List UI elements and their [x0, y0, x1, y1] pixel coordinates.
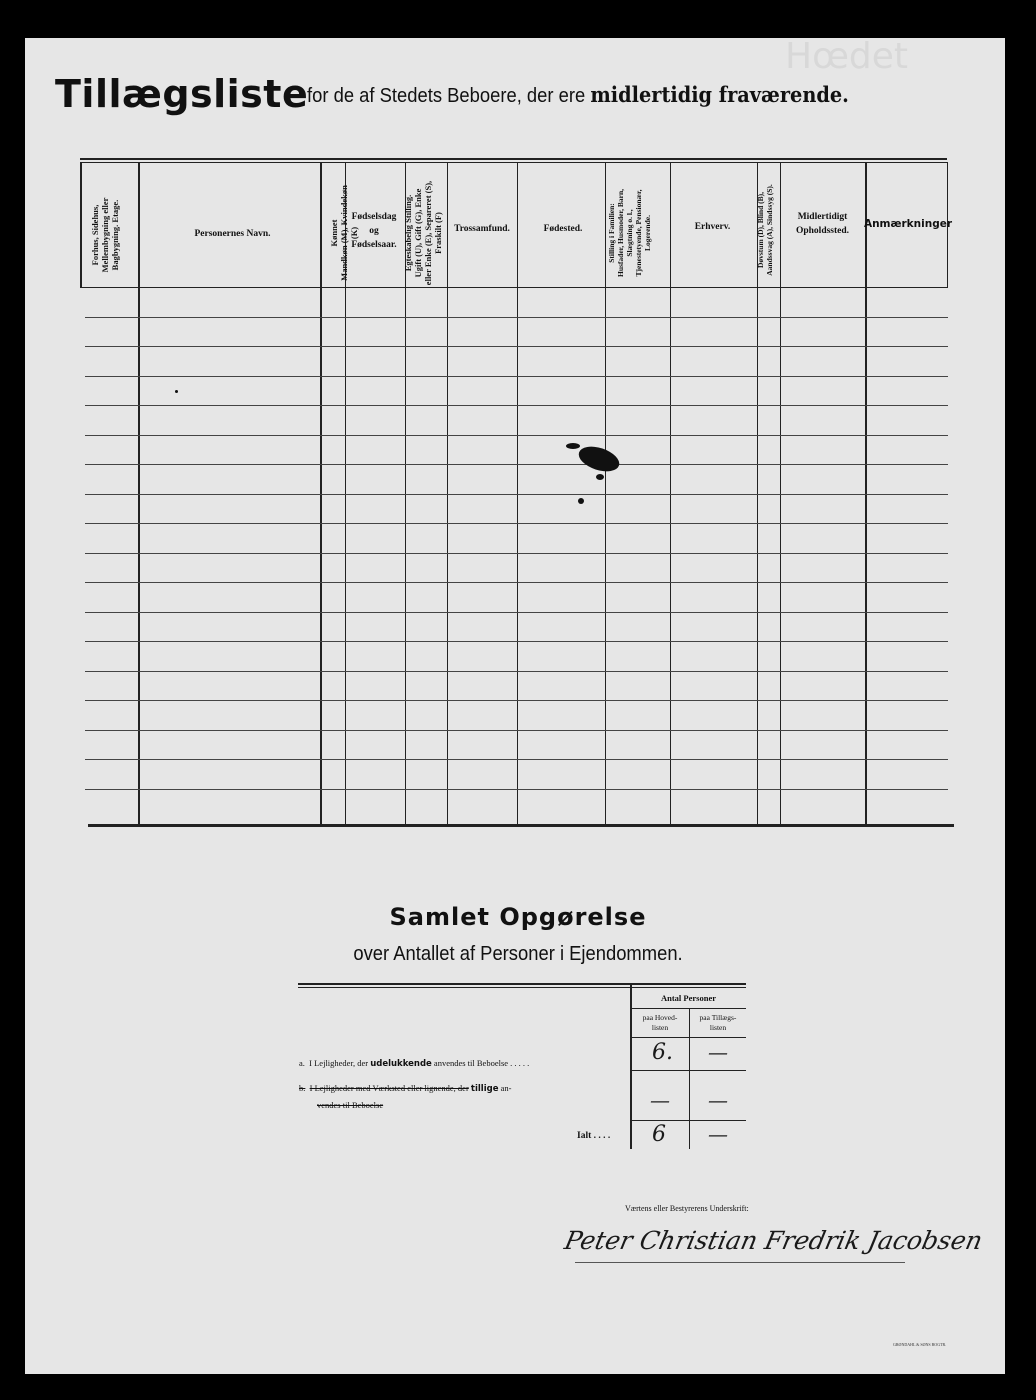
column-rule	[605, 162, 606, 824]
form-subtitle	[307, 82, 849, 108]
row-a-post: anvendes til Beboelse . . . . .	[433, 1058, 530, 1068]
row-b-post: an-	[500, 1083, 512, 1093]
row-rule	[85, 730, 948, 731]
col-header-name: Personernes Navn.	[194, 229, 271, 239]
column-rule	[447, 162, 448, 824]
row-a-hoved-value: 6.	[652, 1040, 673, 1065]
col-header-disability: Døvstum (D), Blind (B), Aandssvag (A), Sindssyg (S).	[756, 184, 774, 276]
row-rule	[85, 494, 948, 495]
signature-value: Peter Christian Fredrik Jacobsen	[561, 1226, 986, 1255]
row-b-letter: b.	[299, 1083, 306, 1093]
table-header-bottom-rule	[80, 287, 947, 288]
column-rule	[865, 162, 867, 824]
summary-subtitle: over Antallet af Personer i Ejendommen.	[353, 943, 683, 965]
row-a-pre: I Lejligheder, der	[309, 1058, 369, 1068]
table-top-rule	[80, 158, 947, 160]
ink-drop	[596, 474, 604, 480]
signature-label: Værtens eller Bestyrerens Underskrift:	[625, 1204, 749, 1213]
ialt-label: Ialt . . . .	[577, 1131, 611, 1141]
row-rule	[85, 641, 948, 642]
ialt-tillaeg-value: —	[708, 1122, 728, 1146]
row-b-tillaeg-value: —	[708, 1088, 728, 1112]
table-top-rule-inner	[80, 162, 947, 163]
row-a-label	[299, 1058, 529, 1069]
ink-dot	[175, 390, 178, 393]
col-hovedlisten: paa Hoved- listen	[642, 1013, 678, 1032]
row-rule	[85, 789, 948, 790]
form-title: Tillægsliste	[55, 72, 309, 116]
antal-personer-header: Antal Personer	[660, 993, 716, 1003]
col-header-marital: Egteskabelig Stilling. Ugift (U), Gift (G), Enke eller Enke (E), Separeret (S), Fraskilt (F)	[403, 180, 443, 286]
col-header-temp-residence: Midlertidigt Opholdssted.	[795, 212, 850, 236]
column-rule	[670, 162, 671, 824]
summary-row-a-rule	[631, 1070, 746, 1071]
row-b-bold: tillige	[470, 1084, 499, 1094]
row-rule	[85, 700, 948, 701]
row-rule	[85, 405, 948, 406]
ink-splatter	[566, 443, 580, 449]
row-rule	[85, 523, 948, 524]
bleed-through-text: Hœdet	[785, 36, 909, 77]
form-subtitle-plain: for de af Stedets Beboere, der ere	[307, 85, 586, 107]
ink-speck	[578, 498, 584, 504]
row-rule	[85, 346, 948, 347]
column-rule	[517, 162, 518, 824]
col-header-religion: Trossamfund.	[454, 224, 510, 234]
col-header-birthplace: Fødested.	[543, 224, 583, 234]
column-rule	[320, 162, 322, 824]
col-header-birthdate: Fødselsdag og Fødselsaar.	[351, 212, 397, 250]
row-rule	[85, 582, 948, 583]
col-header-sex: Kønnet Mandkøn (M), Kvindekøn (K)	[329, 185, 359, 281]
summary-top-rule-inner	[298, 987, 746, 988]
row-b-label-line1	[299, 1083, 511, 1094]
summary-title: Samlet Opgørelse	[389, 903, 647, 931]
col-header-occupation: Erhverv.	[694, 222, 731, 232]
row-rule	[85, 464, 948, 465]
row-b-label-line2: vendes til Beboelse	[317, 1100, 384, 1110]
row-rule	[85, 759, 948, 760]
summary-top-rule	[298, 983, 746, 985]
row-a-letter: a.	[299, 1058, 305, 1068]
signature-line	[575, 1262, 905, 1263]
row-b-hoved-value: —	[650, 1088, 670, 1112]
row-rule	[85, 435, 948, 436]
col-header-building: Forhus, Sidehus, Mellembygning eller Bagbygning. Etage.	[90, 197, 120, 273]
row-rule	[85, 671, 948, 672]
col-tillaegslisten: paa Tillægs- listen	[699, 1013, 737, 1032]
summary-row-b-rule	[631, 1120, 746, 1121]
summary-colhead-rule	[631, 1037, 746, 1038]
col-header-family-position: Stilling i Familien: Husfader, Husmoder, Barn, Slægtning o. l., Tjenestetyende, Pensionær, Logerende.	[607, 189, 652, 278]
column-rule	[80, 162, 82, 288]
row-rule	[85, 376, 948, 377]
row-b-pre: I Lejligheder med Værksted eller lignende, der	[309, 1083, 469, 1093]
row-rule	[85, 317, 948, 318]
row-rule	[85, 612, 948, 613]
ialt-hoved-value: 6	[652, 1122, 666, 1147]
column-rule	[780, 162, 781, 824]
form-subtitle-bold: midlertidig fraværende.	[590, 82, 849, 107]
summary-antal-rule	[631, 1008, 746, 1009]
row-rule	[85, 553, 948, 554]
table-bottom-rule	[88, 824, 954, 827]
row-a-tillaeg-value: —	[708, 1040, 728, 1064]
printer-mark: GRØNDAHL & SØNS BOGTR.	[893, 1342, 947, 1347]
row-a-bold: udelukkende	[370, 1059, 432, 1069]
column-rule	[138, 162, 140, 824]
col-header-remarks: Anmærkninger	[863, 218, 953, 230]
